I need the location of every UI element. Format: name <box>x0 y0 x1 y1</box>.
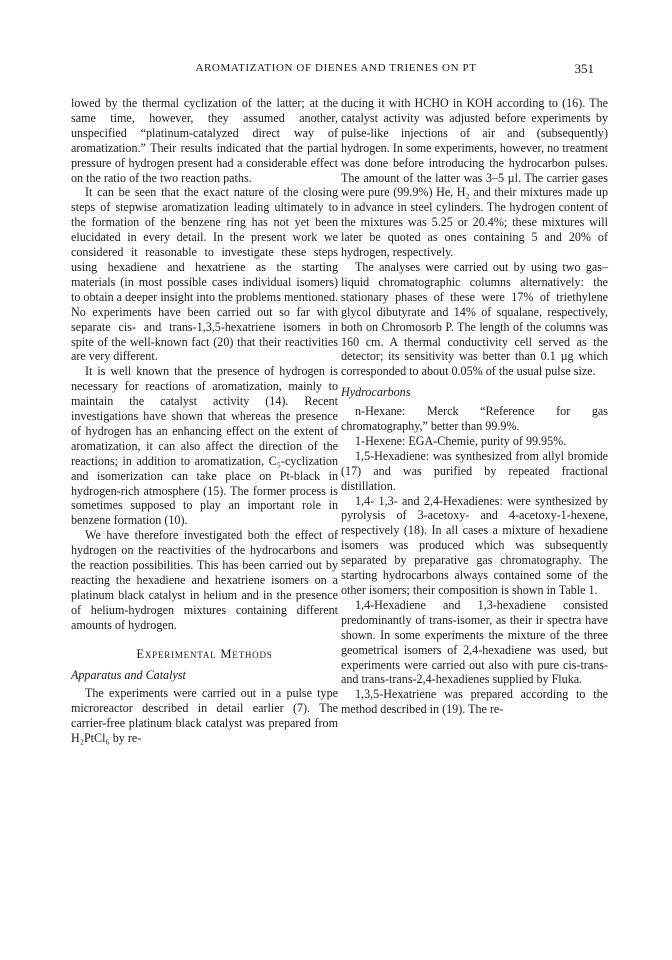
page-number: 351 <box>574 61 594 76</box>
paragraph: n-Hexane: Merck “Reference for gas chromatography,” better than 99.9%. <box>341 404 608 434</box>
paragraph: ducing it with HCHO in KOH according to (16). The catalyst activity was adjusted before experiments by pulse-like injections of air and (subsequently) hydrogen. In some experiments, however, no treatment was done before introducing the hydrocarbon pulses. The amount of the latter was 3–5 µl. The carrier gases were pure (99.9%) He, H₂ and their mixtures made up in advance in steel cylinders. The hydrogen content of the mixtures was 5.25 or 20.4%; these mixtures will later be quoted as ones containing 5 and 20% of hydrogen, respectively. <box>341 96 608 260</box>
paragraph: It can be seen that the exact nature of the closing steps of stepwise aromatization leading ultimately to the formation of the benzene ring has not yet been elucidated in every detail. In the present work we considered it reasonable to investigate these steps using hexadiene and hexatriene as the starting materials (in most possible cases individual isomers) to obtain a deeper insight into the problems mentioned. No experiments have been carried out so far with separate cis- and trans-1,3,5-hexatriene isomers in spite of the well-known fact (20) that their reactivities are very different. <box>71 185 339 364</box>
paragraph: It is well known that the presence of hydrogen is necessary for reactions of aromatization, mainly to maintain the catalyst activity (14). Recent investigations have shown that whereas the presence of hydrogen has an enhancing effect on the extent of aromatization, it can also affect the direction of the reactions; in addition to aromatization, C₅-cyclization and isomerization can take place on Pt-black in hydrogen-rich atmosphere (15). The former process is sometimes supposed to play an important role in benzene formation (10). <box>71 364 338 528</box>
running-head <box>0 62 672 82</box>
paragraph: lowed by the thermal cyclization of the latter; at the same time, however, they assumed another, unspecified “platinum-catalyzed direct way of aromatization.” Their results indicated that the partial pressure of hydrogen present had a considerable effect on the ratio of the two reaction paths. <box>71 96 338 185</box>
right-column <box>341 96 608 717</box>
section-heading: Experimental Methods <box>136 646 273 661</box>
paragraph: 1,4-Hexadiene and 1,3-hexadiene consisted predominantly of trans-isomer, as their ir spectra have shown. In some experiments the mixture of the three geometrical isomers of 2,4-hexadiene was used, but experiments were carried out also with pure cis-trans- and trans-trans-2,4-hexadienes supplied by Fluka. <box>341 597 608 687</box>
running-head-title: AROMATIZATION OF DIENES AND TRIENES ON PT <box>195 62 477 74</box>
paragraph: We have therefore investigated both the effect of hydrogen on the reactivities of the hydrocarbons and the reaction possibilities. This has been carried out by reacting the hexadiene and hexatriene isomers on a platinum black catalyst in helium and in the presence of helium-hydrogen mixtures containing different amounts of hydrogen. <box>71 528 338 632</box>
paragraph: 1,4- 1,3- and 2,4-Hexadienes: were synthesized by pyrolysis of 3-acetoxy- and 4-acetoxy-1-hexene, respectively (18). In all cases a mixture of hexadiene isomers was produced which was subsequently separated by preparative gas chromatography. The starting hydrocarbons always contained some of the other isomers; their composition is shown in Table 1. <box>341 493 608 597</box>
paragraph: 1-Hexene: EGA-Chemie, purity of 99.95%. <box>355 433 567 448</box>
subsection-heading: Apparatus and Catalyst <box>71 667 186 682</box>
subsection-heading: Hydrocarbons <box>341 385 411 400</box>
left-column <box>71 96 338 746</box>
paragraph: 1,3,5-Hexatriene was prepared according to the method described in (19). The re- <box>341 687 608 717</box>
paragraph: 1,5-Hexadiene: was synthesized from allyl bromide (17) and was purified by repeated fractional distillation. <box>341 448 608 493</box>
paragraph: The analyses were carried out by using two gas–liquid chromatographic columns alternatively: the stationary phases of these were 17% of triethylene glycol dibutyrate and 14% of squalane, respectively, both on Chromosorb P. The length of the columns was 160 cm. A thermal conductivity cell served as the detector; its sensitivity was better than 0.1 µg which corresponded to about 0.05% of the usual pulse size. <box>341 259 608 379</box>
paragraph: The experiments were carried out in a pulse type microreactor described in detail earlier (7). The carrier-free platinum black catalyst was prepared from H₂PtCl₆ by re- <box>71 686 338 746</box>
